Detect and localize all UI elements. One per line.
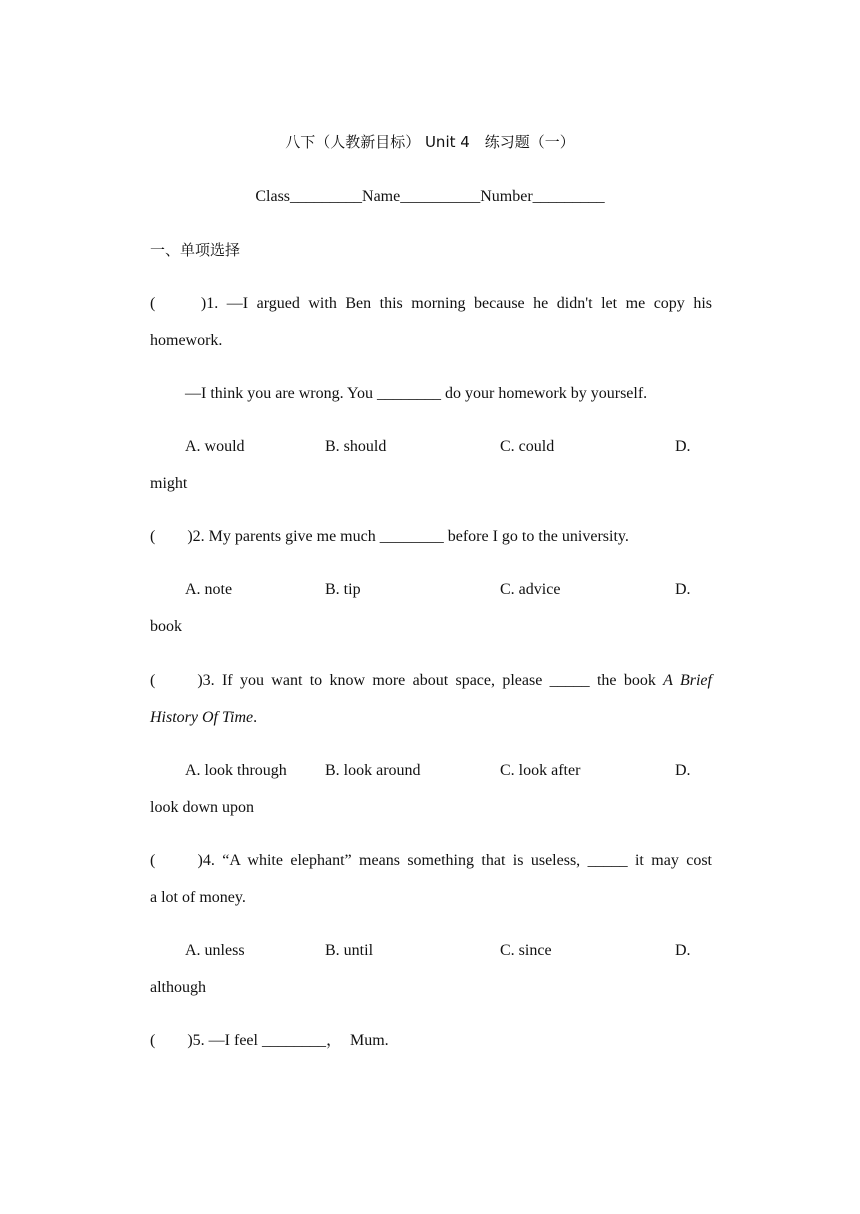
question-4-option-c: C. since [500,942,552,959]
question-4-option-a: A. unless [185,942,245,959]
question-1-option-d: D. [675,438,691,455]
question-3-option-c: C. look after [500,762,581,779]
question-3-option-d-text: look down upon [150,799,254,816]
question-2-option-d-text: book [150,618,182,635]
question-3-stem-wrap [150,708,257,728]
question-3-stem-text: ( )3. If you want to know more about space, please _____ the book [150,672,664,689]
question-1-reply: —I think you are wrong. You ________ do your homework by yourself. [185,385,648,402]
question-4-option-b: B. until [325,942,374,959]
question-4-option-d-text: although [150,979,206,996]
question-2-option-b: B. tip [325,581,361,598]
question-3-option-a: A. look through [185,762,287,779]
question-4-stem: ( )4. “A white elephant” means something that is useless, _____ it may cost [150,852,712,869]
question-3-book-title-start: A Brief [663,672,712,689]
question-2-stem: ( )2. My parents give me much ________ before I go to the university. [150,528,629,545]
question-4-stem-wrap: a lot of money. [150,889,246,906]
question-1-option-d-text: might [150,475,188,492]
question-1-stem: ( )1. —I argued with Ben this morning because he didn't let me copy his [150,295,712,312]
question-2-option-c: C. advice [500,581,561,598]
question-1-option-c: C. could [500,438,555,455]
question-1-stem-wrap: homework. [150,332,223,349]
student-info-line: Class_________Name__________Number_________ [255,188,605,205]
question-3-option-b: B. look around [325,762,421,779]
question-3-period: . [253,709,258,726]
question-2-option-d: D. [675,581,691,598]
question-4-option-d: D. [675,942,691,959]
question-5-stem: ( )5. —I feel ________， Mum. [150,1032,389,1049]
question-2-option-a: A. note [185,581,233,598]
question-3-option-d: D. [675,762,691,779]
section-title: 一、单项选择 [150,241,241,259]
question-3-stem [150,671,712,691]
question-1-option-a: A. would [185,438,245,455]
question-3-book-title-end: History Of Time [150,709,254,726]
question-1-option-b: B. should [325,438,387,455]
page-title: 八下（人教新目标） Unit 4 练习题（一） [285,133,575,151]
